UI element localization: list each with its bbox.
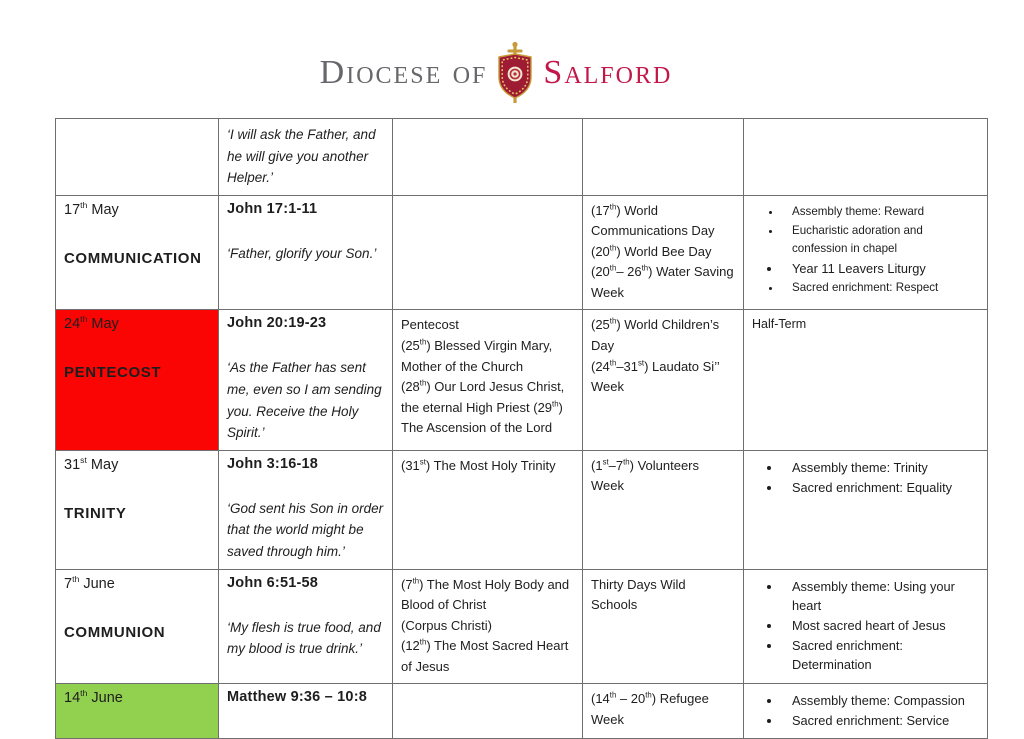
notes-cell bbox=[744, 570, 988, 685]
table-row bbox=[56, 451, 988, 570]
notes-bullet-list bbox=[752, 203, 979, 297]
gospel-reference: John 17:1-11 bbox=[227, 200, 318, 217]
gospel-reference: John 20:19-23 bbox=[227, 315, 327, 332]
date-text: 14th June bbox=[64, 688, 123, 707]
date-text: 31st May bbox=[64, 454, 119, 473]
awareness-entry: (20th) World Bee Day bbox=[591, 243, 712, 259]
feasts-cell bbox=[393, 119, 583, 196]
feast-entry: (7th) The Most Holy Body and Blood of Christ bbox=[401, 576, 570, 613]
awareness-cell bbox=[583, 451, 744, 570]
gospel-cell bbox=[219, 570, 393, 685]
notes-bullet-item: • Assembly theme: Trinity bbox=[782, 458, 979, 477]
awareness-cell bbox=[583, 196, 744, 311]
feasts-cell bbox=[393, 310, 583, 450]
awareness-entry: (25th) World Children’s Day bbox=[591, 317, 720, 353]
gospel-reference: John 3:16-18 bbox=[227, 455, 319, 472]
date-cell bbox=[56, 570, 219, 685]
date-cell bbox=[56, 451, 219, 570]
table-row bbox=[56, 310, 988, 450]
gospel-cell bbox=[219, 684, 393, 738]
notes-bullet-item: • Sacred enrichment: Service bbox=[782, 711, 979, 730]
gospel-reference: Matthew 9:36 – 10:8 bbox=[227, 689, 367, 706]
notes-bullet-item: • Assembly theme: Using your heart bbox=[782, 577, 979, 615]
notes-bullet-item: • Most sacred heart of Jesus bbox=[782, 616, 979, 635]
awareness-entry: (1st–7th) Volunteers Week bbox=[591, 457, 699, 494]
notes-bullet-item: • Eucharistic adoration and confession in chapel bbox=[782, 222, 979, 258]
theme-text: PENTECOST bbox=[64, 364, 162, 382]
awareness-entry: (14th – 20th) Refugee Week bbox=[591, 690, 709, 727]
gospel-reference: John 6:51-58 bbox=[227, 574, 319, 591]
awareness-cell bbox=[583, 684, 744, 738]
theme-text: COMMUNION bbox=[64, 623, 166, 641]
notes-cell bbox=[744, 196, 988, 311]
notes-bullet-item: • Year 11 Leavers Liturgy bbox=[782, 259, 979, 278]
diocese-logo bbox=[0, 38, 1008, 108]
awareness-entry: (24th–31st) Laudato Si’’ Week bbox=[591, 358, 720, 395]
feasts-cell bbox=[393, 451, 583, 570]
feast-entry: (25th) Blessed Virgin Mary, Mother of the Church bbox=[401, 337, 553, 374]
awareness-cell bbox=[583, 570, 744, 685]
feast-entry: (28th) Our Lord Jesus Christ, the eternal High Priest (29th) The Ascension of the Lord bbox=[401, 378, 565, 436]
notes-bullet-list bbox=[752, 577, 979, 675]
feast-entry: (Corpus Christi) bbox=[401, 617, 493, 633]
feast-entry: Pentecost bbox=[401, 317, 459, 333]
date-cell bbox=[56, 684, 219, 738]
notes-bullet-list bbox=[752, 458, 979, 497]
gospel-cell bbox=[219, 310, 393, 450]
notes-cell bbox=[744, 684, 988, 738]
date-cell bbox=[56, 196, 219, 311]
notes-cell bbox=[744, 451, 988, 570]
gospel-cell bbox=[219, 119, 393, 196]
notes-bullet-item: • Sacred enrichment: Equality bbox=[782, 478, 979, 497]
theme-text: COMMUNICATION bbox=[64, 249, 202, 267]
logo-text-diocese-of: Diocese of bbox=[319, 54, 488, 91]
feasts-cell bbox=[393, 570, 583, 685]
table-row bbox=[56, 119, 988, 196]
notes-bullet-item: • Assembly theme: Reward bbox=[782, 203, 979, 221]
gospel-quote: ‘My flesh is true food, and my blood is true drink.’ bbox=[227, 619, 381, 657]
table-row bbox=[56, 684, 988, 738]
date-text: 24th May bbox=[64, 314, 119, 333]
gospel-quote: ‘Father, glorify your Son.’ bbox=[227, 245, 377, 261]
awareness-entry: (17th) World Communications Day bbox=[591, 202, 715, 239]
awareness-cell bbox=[583, 119, 744, 196]
awareness-entry: Thirty Days Wild Schools bbox=[591, 576, 686, 613]
feasts-cell bbox=[393, 196, 583, 311]
notes-bullet-item: • Assembly theme: Compassion bbox=[782, 691, 979, 710]
diocese-crest-icon bbox=[494, 41, 536, 105]
notes-cell bbox=[744, 119, 988, 196]
notes-bullet-item: • Sacred enrichment: Determination bbox=[782, 636, 979, 674]
feast-entry: (31st) The Most Holy Trinity bbox=[401, 457, 556, 473]
notes-bullet-item: • Sacred enrichment: Respect bbox=[782, 279, 979, 297]
notes-text: Half-Term bbox=[752, 317, 807, 332]
feasts-cell bbox=[393, 684, 583, 738]
gospel-quote: ‘As the Father has sent me, even so I am sending you. Receive the Holy Spirit.’ bbox=[227, 360, 382, 441]
date-text: 17th May bbox=[64, 199, 119, 218]
date-text: 7th June bbox=[64, 573, 115, 592]
notes-bullet-list bbox=[752, 691, 979, 730]
date-cell bbox=[56, 310, 219, 450]
awareness-cell bbox=[583, 310, 744, 450]
date-cell bbox=[56, 119, 219, 196]
feast-entry: (12th) The Most Sacred Heart of Jesus bbox=[401, 637, 569, 674]
notes-cell bbox=[744, 310, 988, 450]
theme-text: TRINITY bbox=[64, 504, 127, 522]
gospel-cell bbox=[219, 196, 393, 311]
table-row bbox=[56, 196, 988, 311]
calendar-table bbox=[55, 118, 988, 739]
logo-text-salford: Salford bbox=[543, 54, 673, 91]
gospel-quote: ‘I will ask the Father, and he will give you another Helper.’ bbox=[227, 127, 376, 186]
gospel-quote: ‘God sent his Son in order that the world might be saved through him.’ bbox=[227, 500, 384, 559]
table-row bbox=[56, 570, 988, 685]
gospel-cell bbox=[219, 451, 393, 570]
awareness-entry: (20th– 26th) Water Saving Week bbox=[591, 264, 734, 300]
